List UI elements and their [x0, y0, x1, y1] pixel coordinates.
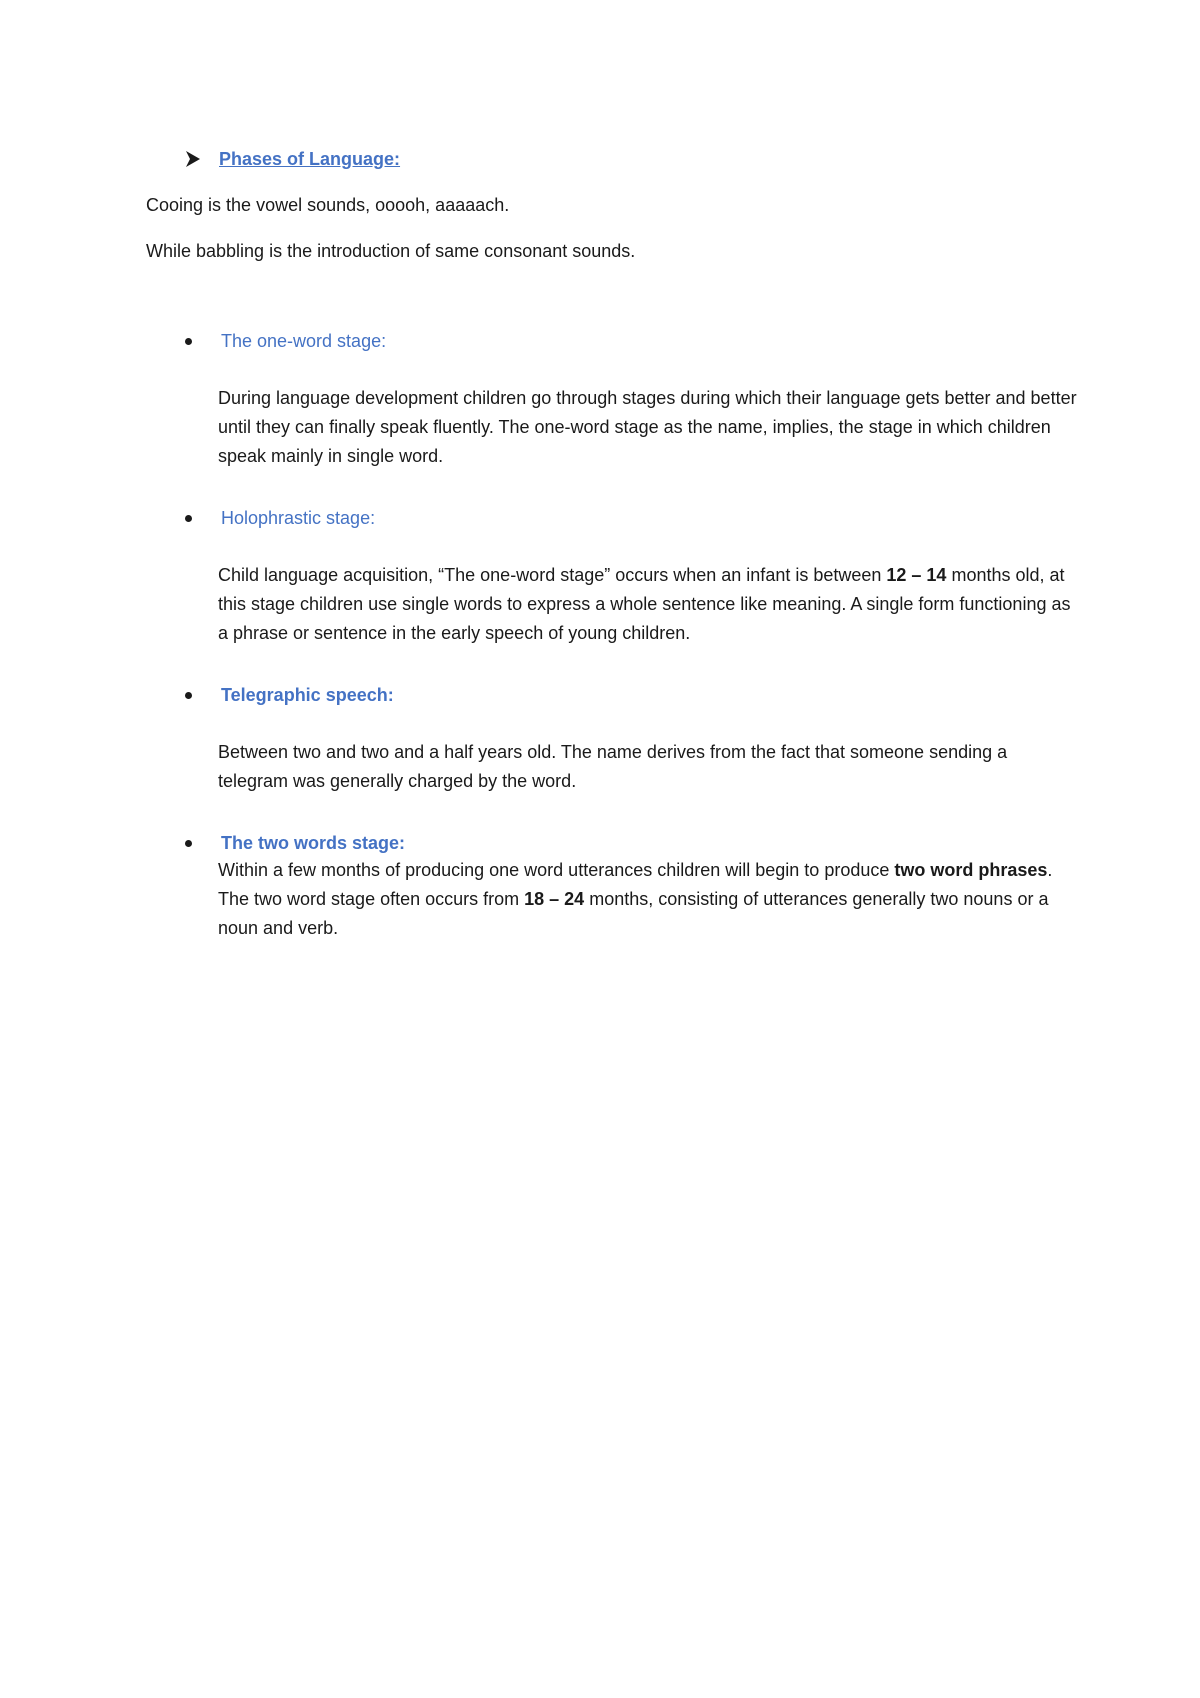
- section-body: Between two and two and a half years old. The name derives from the fact that someone sending a telegram was generally charged by the word.: [218, 742, 1008, 791]
- body-bold-age-range: 18 – 24: [524, 889, 585, 909]
- body-text: months old, at this stage children use single words to express a whole sentence like meaning. A single form functioning as a phrase or sentence in the early speech of young children.: [218, 565, 1071, 643]
- section-body: During language development children go through stages during which their language gets better and better until they can finally speak fluently. The one-word stage as the name, implies, the stage in which children speak mainly in single word.: [218, 388, 1077, 466]
- section-title: The one-word stage:: [221, 330, 387, 351]
- section-one-word-stage: [185, 328, 1077, 471]
- body-bold-two-word-phrases: two word phrases: [894, 860, 1048, 880]
- bullet-dot-icon: [185, 338, 192, 345]
- body-text: Child language acquisition, “The one-word stage” occurs when an infant is between: [218, 565, 887, 585]
- body-text: months, consisting of utterances generally two nouns or a noun and verb.: [218, 889, 1049, 938]
- bullet-dot-icon: [185, 515, 192, 522]
- bullet-dot-icon: [185, 692, 192, 699]
- section-title: Holophrastic stage:: [221, 507, 376, 528]
- section-holophrastic-stage: [185, 505, 1071, 648]
- section-title-row: [185, 328, 1065, 354]
- section-body: [218, 561, 1078, 648]
- body-text: . The two word stage often occurs from: [218, 860, 1053, 909]
- arrow-bullet-icon: [185, 150, 201, 168]
- section-body: [218, 856, 1078, 943]
- intro-line-babbling: While babbling is the introduction of same consonant sounds.: [146, 241, 636, 261]
- section-two-words-stage: [185, 830, 1065, 943]
- intro-line-cooing: Cooing is the vowel sounds, ooooh, aaaaach.: [146, 195, 510, 215]
- section-title-row: [185, 505, 1065, 531]
- section-title-row: [185, 830, 1065, 856]
- heading-title: Phases of Language:: [219, 148, 401, 169]
- section-title: The two words stage:: [221, 832, 406, 853]
- bullet-dot-icon: [185, 840, 192, 847]
- body-bold-age-range: 12 – 14: [886, 565, 947, 585]
- section-telegraphic-speech: [185, 682, 1065, 796]
- body-text: Within a few months of producing one word utterances children will begin to produce: [218, 860, 895, 880]
- section-title: Telegraphic speech:: [221, 684, 394, 705]
- section-heading: [185, 146, 400, 172]
- section-title-row: [185, 682, 1065, 708]
